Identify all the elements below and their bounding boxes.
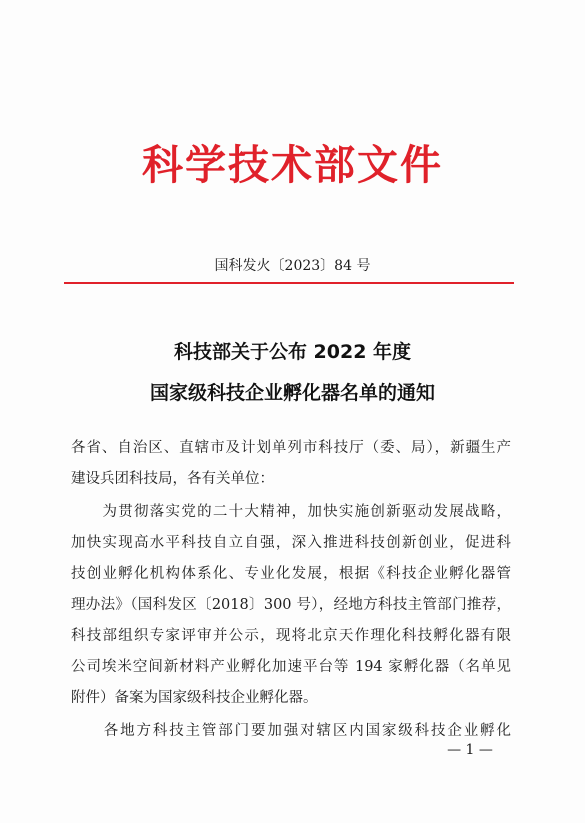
body-line: 建设兵团科技局，各有关单位：: [71, 471, 274, 487]
notice-title-line-2: 国家级科技企业孵化器名单的通知: [149, 382, 435, 404]
body-line: 加快实现高水平科技自立自强，深入推进科技创新创业，促进科: [71, 535, 511, 551]
body-line: 公司埃米空间新材料产业孵化加速平台等 194 家孵化器（名单见: [71, 659, 511, 675]
body-line: 附件）备案为国家级科技企业孵化器。: [71, 690, 318, 706]
body-line: 技创业孵化机构体系化、专业化发展，根据《科技企业孵化器管: [71, 566, 511, 582]
body-line: 科技部组织专家评审并公示，现将北京天作理化科技孵化器有限: [71, 628, 511, 644]
notice-title-line-1: 科技部关于公布 2022 年度: [173, 341, 412, 363]
body-line: 理办法》（国科发区〔2018〕300 号），经地方科技主管部门推荐，: [71, 597, 511, 613]
body-line: 为贯彻落实党的二十大精神，加快实施创新驱动发展战略，: [71, 504, 511, 520]
document-number: 国科发火〔2023〕84 号: [214, 258, 371, 274]
red-divider-line: [64, 282, 514, 284]
page-number: — 1 —: [447, 742, 493, 758]
issuer-header-title: 科学技术部文件: [142, 141, 443, 189]
body-line: 各地方科技主管部门要加强对辖区内国家级科技企业孵化: [71, 723, 511, 739]
body-line: 各省、自治区、直辖市及计划单列市科技厅（委、局），新疆生产: [71, 440, 511, 456]
